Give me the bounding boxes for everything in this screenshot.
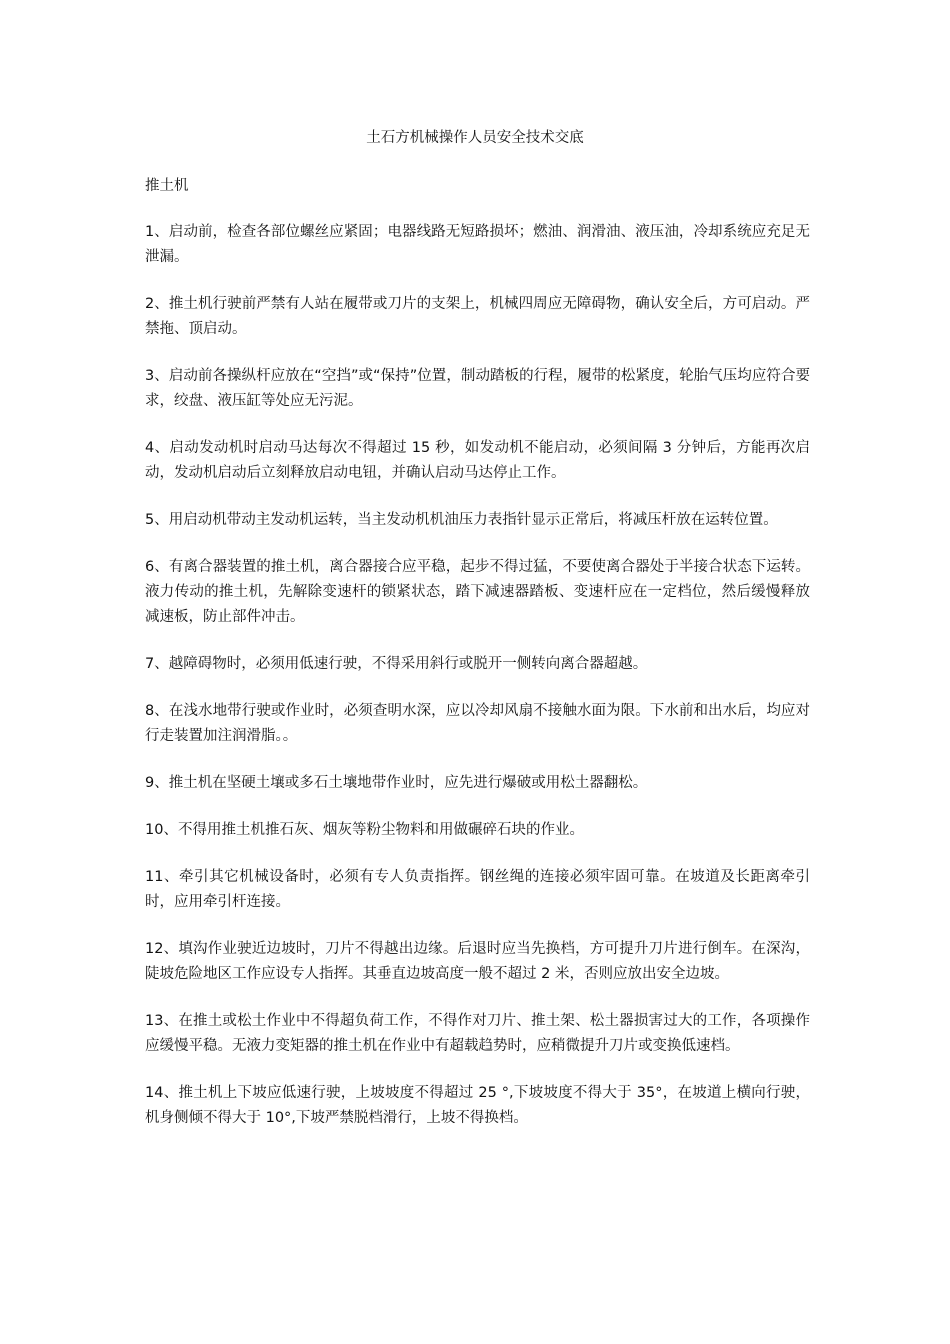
list-item: 1、启动前，检查各部位螺丝应紧固；电器线路无短路损坏；燃油、润滑油、液压油，冷却系统应充足无泄漏。 [145,224,810,265]
instruction-list [145,220,810,1153]
list-item: 10、不得用推土机推石灰、烟灰等粉尘物料和用做碾碎石块的作业。 [145,822,584,838]
list-item: 14、推土机上下坡应低速行驶，上坡坡度不得超过 25 °,下坡坡度不得大于 35°，在坡道上横向行驶，机身侧倾不得大于 10°,下坡严禁脱档滑行，上坡不得换档。 [145,1085,810,1126]
list-item: 7、越障碍物时，必须用低速行驶，不得采用斜行或脱开一侧转向离合器超越。 [145,656,648,672]
list-item: 8、在浅水地带行驶或作业时，必须查明水深，应以冷却风扇不接触水面为限。下水前和出水后，均应对行走装置加注润滑脂。。 [145,703,810,744]
list-item: 12、填沟作业驶近边坡时，刀片不得越出边缘。后退时应当先换档，方可提升刀片进行倒车。在深沟，陡坡危险地区工作应设专人指挥。其垂直边坡高度一般不超过 2 米，否则应放出安全边坡。 [145,941,810,982]
list-item: 5、用启动机带动主发动机运转，当主发动机机油压力表指针显示正常后，将减压杆放在运转位置。 [145,512,778,528]
list-item: 13、在推土或松土作业中不得超负荷工作，不得作对刀片、推土架、松土器损害过大的工作，各项操作应缓慢平稳。无液力变矩器的推土机在作业中有超载趋势时，应稍微提升刀片或变换低速档。 [145,1013,810,1054]
list-item: 6、有离合器装置的推土机，离合器接合应平稳，起步不得过猛，不要使离合器处于半接合状态下运转。液力传动的推土机，先解除变速杆的锁紧状态，踏下减速器踏板、变速杆应在一定档位，然后缓慢释放减速板，防止部件冲击。 [145,559,810,625]
list-item: 3、启动前各操纵杆应放在“空挡”或“保持”位置，制动踏板的行程，履带的松紧度，轮胎气压均应符合要求，绞盘、液压缸等处应无污泥。 [145,368,810,409]
page-title: 土石方机械操作人员安全技术交底 [366,130,584,146]
section-heading: 推土机 [145,178,189,194]
list-item: 9、推土机在坚硬土壤或多石土壤地带作业时，应先进行爆破或用松土器翻松。 [145,775,648,791]
list-item: 4、启动发动机时启动马达每次不得超过 15 秒，如发动机不能启动，必须间隔 3 分钟后，方能再次启动，发动机启动后立刻释放启动电钮，并确认启动马达停止工作。 [145,440,810,481]
list-item: 2、推土机行驶前严禁有人站在履带或刀片的支架上，机械四周应无障碍物，确认安全后，方可启动。严禁拖、顶启动。 [145,296,810,337]
list-item: 11、牵引其它机械设备时，必须有专人负责指挥。钢丝绳的连接必须牢固可靠。在坡道及长距离牵引时，应用牵引杆连接。 [145,869,810,910]
